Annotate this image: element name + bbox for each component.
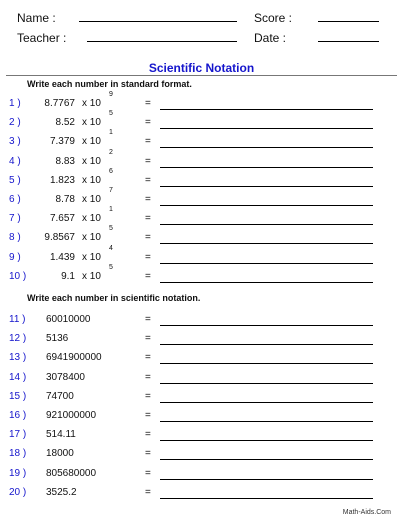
problem-number: 20 ) [9, 486, 27, 498]
problem-number: 8 ) [9, 232, 21, 244]
times-ten: x 10 [82, 232, 101, 244]
problem-value: 74700 [46, 390, 74, 402]
answer-line[interactable] [160, 109, 373, 110]
answer-line[interactable] [160, 363, 373, 364]
problem-number: 4 ) [9, 155, 21, 167]
exponent: 5 [109, 225, 113, 233]
equals-sign: = [145, 232, 151, 244]
exponent: 5 [109, 263, 113, 271]
problem-row [0, 389, 403, 408]
problem-row [0, 350, 403, 369]
problem-number: 6 ) [9, 194, 21, 205]
times-ten: x 10 [82, 136, 101, 148]
answer-line[interactable] [160, 282, 373, 283]
equals-sign: = [145, 213, 151, 225]
equals-sign: = [145, 467, 151, 479]
problem-row [0, 167, 403, 192]
times-ten: x 10 [82, 98, 101, 109]
problem-number: 11 ) [9, 314, 26, 325]
exponent: 4 [109, 244, 113, 252]
times-ten: x 10 [82, 270, 101, 282]
times-ten: x 10 [82, 155, 101, 167]
problem-row [0, 485, 403, 504]
equals-sign: = [145, 410, 151, 421]
teacher-label: Teacher : [17, 31, 67, 45]
coefficient: 1.823 [49, 174, 75, 186]
teacher-field-line[interactable] [87, 41, 237, 42]
problem-number: 5 ) [9, 174, 21, 186]
problem-number: 2 ) [9, 117, 21, 129]
equals-sign: = [145, 333, 151, 345]
equals-sign: = [145, 352, 151, 364]
problem-number: 13 ) [9, 352, 27, 364]
answer-line[interactable] [160, 402, 373, 403]
problem-value: 805680000 [46, 467, 97, 479]
problem-row [0, 129, 403, 153]
times-ten: x 10 [82, 194, 101, 205]
section2-instruction: Write each number in scientific notation. [27, 293, 201, 303]
problem-row [0, 408, 403, 427]
answer-line[interactable] [160, 263, 373, 264]
exponent: 2 [109, 148, 113, 156]
problem-number: 7 ) [9, 213, 21, 225]
times-ten: x 10 [82, 117, 101, 129]
answer-line[interactable] [160, 205, 373, 206]
equals-sign: = [145, 98, 151, 109]
date-label: Date : [254, 31, 287, 45]
name-label: Name : [17, 11, 56, 25]
answer-line[interactable] [160, 459, 373, 460]
exponent: 9 [109, 91, 113, 98]
problem-number: 15 ) [9, 390, 27, 402]
answer-line[interactable] [160, 147, 373, 148]
problem-number: 16 ) [9, 410, 27, 421]
score-label: Score : [254, 11, 293, 25]
problem-number: 10 ) [9, 270, 27, 282]
problem-row [0, 244, 403, 269]
answer-line[interactable] [160, 344, 373, 345]
problem-value: 6941900000 [46, 352, 102, 364]
times-ten: x 10 [82, 174, 101, 186]
problem-row [0, 187, 403, 214]
coefficient: 7.657 [49, 213, 75, 225]
coefficient: 8.7767 [44, 98, 75, 109]
name-field-line[interactable] [79, 21, 237, 22]
equals-sign: = [145, 486, 151, 498]
coefficient: 1.439 [49, 251, 75, 263]
answer-line[interactable] [160, 167, 373, 168]
answer-line[interactable] [160, 325, 373, 326]
problem-row [0, 312, 403, 331]
equals-sign: = [145, 429, 151, 441]
exponent: 1 [109, 129, 113, 137]
answer-line[interactable] [160, 440, 373, 441]
exponent: 1 [109, 206, 113, 214]
coefficient: 8.83 [55, 155, 75, 167]
equals-sign: = [145, 314, 151, 325]
problem-row [0, 225, 403, 249]
problem-row [0, 427, 403, 446]
equals-sign: = [145, 155, 151, 167]
problem-number: 18 ) [9, 448, 27, 460]
equals-sign: = [145, 448, 151, 460]
problem-number: 9 ) [9, 251, 21, 263]
problem-number: 12 ) [9, 333, 27, 345]
problem-row [0, 446, 403, 465]
problem-number: 1 ) [9, 98, 21, 109]
problem-value: 60010000 [46, 314, 91, 325]
worksheet-title: Scientific Notation [148, 61, 255, 75]
coefficient: 9.8567 [44, 232, 75, 244]
exponent: 5 [109, 110, 113, 118]
answer-line[interactable] [160, 498, 373, 499]
equals-sign: = [145, 136, 151, 148]
section1-instruction: Write each number in standard format. [27, 79, 192, 89]
coefficient: 7.379 [49, 136, 75, 148]
answer-line[interactable] [160, 383, 373, 384]
answer-line[interactable] [160, 224, 373, 225]
problem-row [0, 263, 403, 288]
answer-line[interactable] [160, 421, 373, 422]
problem-row [0, 206, 403, 233]
problem-row [0, 370, 403, 389]
problem-value: 18000 [46, 448, 74, 460]
title-divider [6, 75, 397, 76]
problem-number: 17 ) [9, 429, 27, 441]
answer-line[interactable] [160, 128, 373, 129]
equals-sign: = [145, 270, 151, 282]
date-field-line[interactable] [318, 41, 379, 42]
times-ten: x 10 [82, 251, 101, 263]
equals-sign: = [145, 251, 151, 263]
equals-sign: = [145, 371, 151, 383]
problem-number: 3 ) [9, 136, 21, 148]
answer-line[interactable] [160, 479, 373, 480]
problem-row [0, 466, 403, 485]
problem-value: 921000000 [46, 410, 97, 421]
coefficient: 8.78 [55, 194, 75, 205]
coefficient: 9.1 [61, 270, 75, 282]
problem-number: 19 ) [9, 467, 27, 479]
answer-line[interactable] [160, 186, 373, 187]
coefficient: 8.52 [55, 117, 75, 129]
problem-row [0, 110, 403, 137]
problem-value: 514.11 [46, 429, 76, 441]
problem-row [0, 148, 403, 173]
exponent: 6 [109, 167, 113, 175]
problem-row [0, 331, 403, 350]
answer-line[interactable] [160, 243, 373, 244]
problem-number: 14 ) [9, 371, 27, 383]
problem-row [0, 91, 403, 118]
problem-value: 3525.2 [46, 486, 77, 498]
equals-sign: = [145, 174, 151, 186]
equals-sign: = [145, 194, 151, 205]
times-ten: x 10 [82, 213, 101, 225]
equals-sign: = [145, 117, 151, 129]
exponent: 7 [109, 187, 113, 194]
equals-sign: = [145, 390, 151, 402]
score-field-line[interactable] [318, 21, 379, 22]
footer-credit: Math-Aids.Com [342, 509, 391, 516]
problem-value: 5136 [46, 333, 69, 345]
problem-value: 3078400 [46, 371, 85, 383]
